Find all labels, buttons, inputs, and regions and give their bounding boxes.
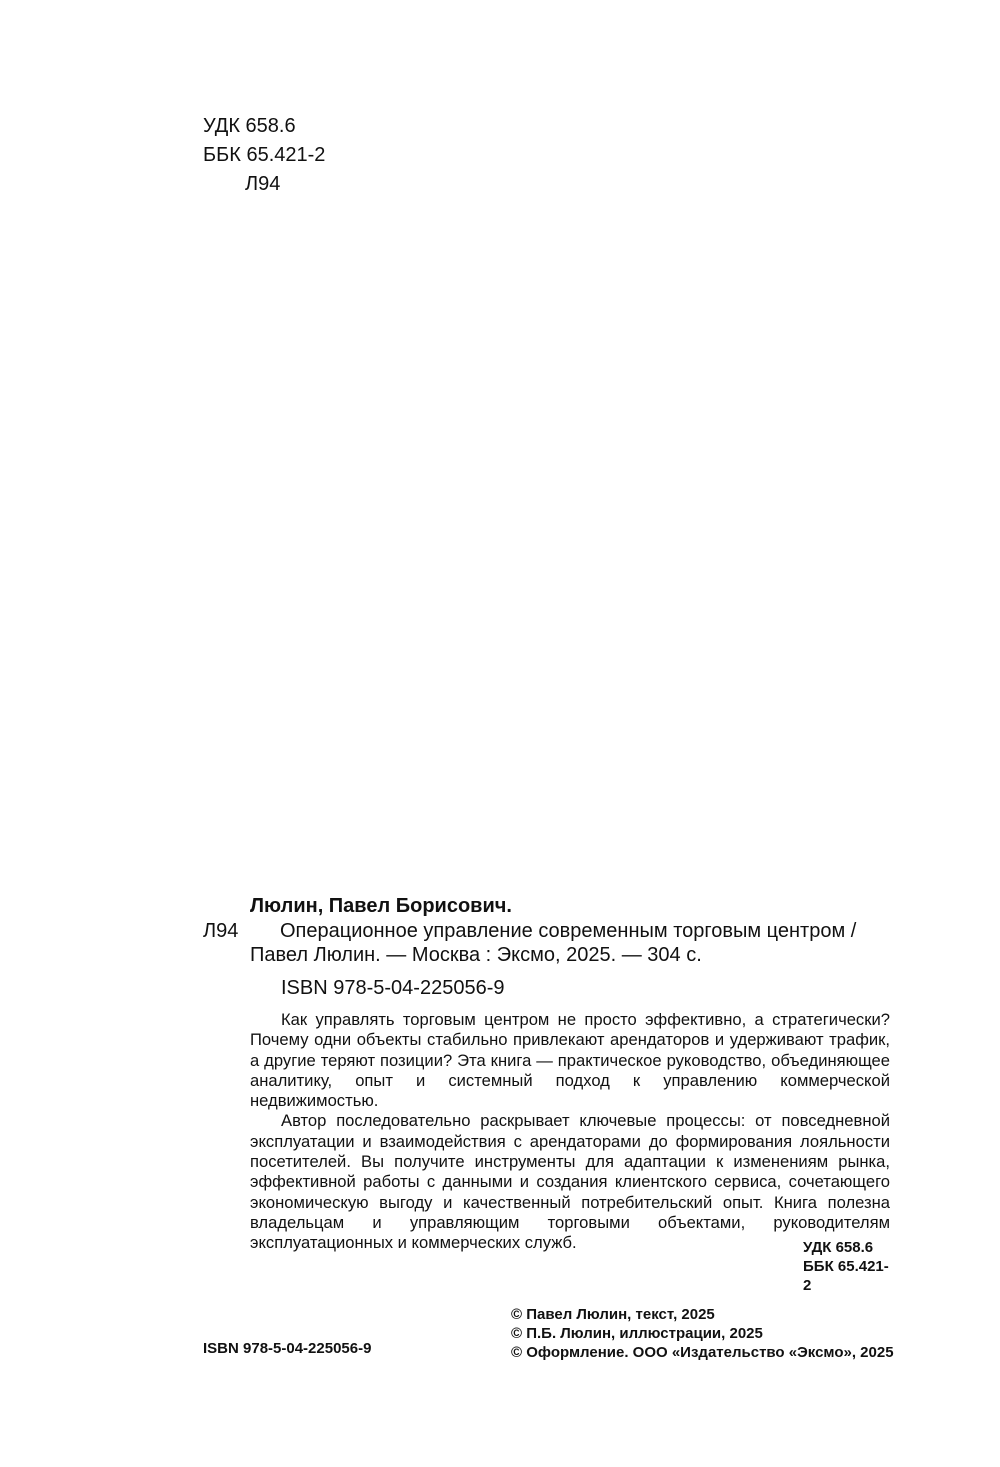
title-line-1: Операционное управление современным торговым центром / <box>280 920 857 942</box>
bbk-code-top: ББК 65.421-2 <box>203 144 326 166</box>
copyright-block <box>511 1305 901 1362</box>
isbn-main: ISBN 978-5-04-225056-9 <box>281 977 505 999</box>
annotation-paragraph-1: Как управлять торговым центром не просто эффективно, а стратегически? Почему одни объекты стабильно привлекают арендаторов и удерживают трафик, а другие теряют позиции? Эта книга — практическое руководство, объединяющее аналитику, опыт и системный подход к управлению коммерческой недвижимостью. <box>250 1010 890 1111</box>
title-line-2: Павел Люлин. — Москва : Эксмо, 2025. — 304 с. <box>250 944 702 966</box>
bbk-code-bottom: ББК 65.421-2 <box>803 1258 889 1294</box>
author-mark: Л94 <box>203 920 239 942</box>
udk-code-top: УДК 658.6 <box>203 115 296 137</box>
annotation-paragraph-2: Автор последовательно раскрывает ключевые процессы: от повседневной эксплуатации и взаимодействия с арендаторами до формирования лояльности посетителей. Вы получите инструменты для адаптации к изменениям рынка, эффективной работы с данными и создания клиентского сервиса, сочетающего экономическую выгоду и качественный потребительский опыт. Книга полезна владельцам и управляющим торговыми объектами, руководителям эксплуатационных и коммерческих служб. <box>250 1111 890 1253</box>
author-mark-top: Л94 <box>245 173 281 195</box>
author-heading: Люлин, Павел Борисович. <box>250 895 512 917</box>
top-classification-block <box>203 112 325 199</box>
isbn-bottom: ISBN 978-5-04-225056-9 <box>203 1340 372 1357</box>
bottom-classification-block <box>700 1238 890 1295</box>
udk-code-bottom: УДК 658.6 <box>803 1239 874 1256</box>
copyright-line-text: © Павел Люлин, текст, 2025 <box>511 1306 715 1323</box>
copyright-line-design: © Оформление. ООО «Издательство «Эксмо», 2025 <box>511 1344 894 1361</box>
copyright-line-illustrations: © П.Б. Люлин, иллюстрации, 2025 <box>511 1325 763 1342</box>
annotation <box>250 1010 890 1254</box>
